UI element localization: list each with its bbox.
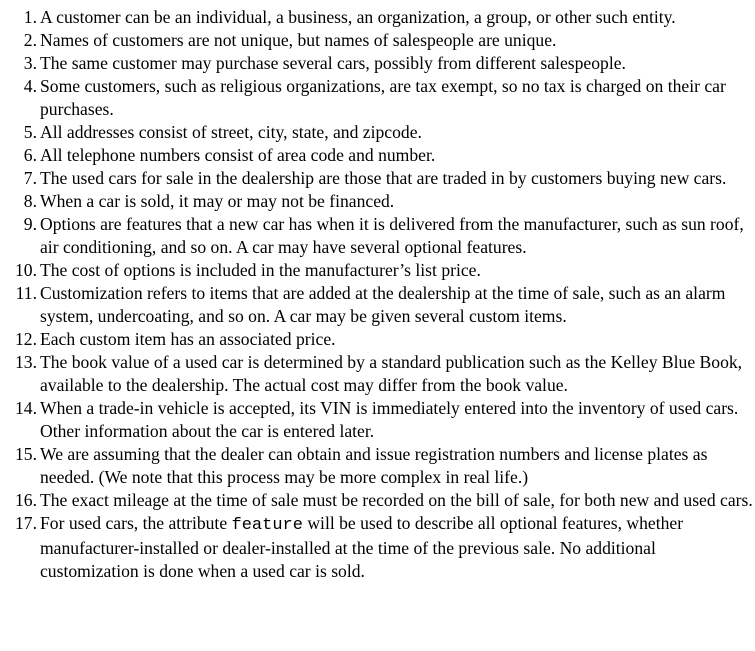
list-item (0, 259, 753, 282)
item-text: Names of customers are not unique, but names of salespeople are unique. (40, 30, 557, 50)
item-text: All telephone numbers consist of area code and number. (40, 145, 436, 165)
item-number: 10. (15, 260, 37, 280)
item-text: Some customers, such as religious organizations, are tax exempt, so no tax is charged on their car purchases. (40, 76, 726, 119)
item-text: The book value of a used car is determined by a standard publication such as the Kelley Blue Book, available to the dealership. The actual cost may differ from the book value. (40, 352, 743, 395)
item-text: The used cars for sale in the dealership are those that are traded in by customers buying new cars. (40, 168, 727, 188)
item-number: 3. (23, 53, 37, 73)
item-text: The exact mileage at the time of sale must be recorded on the bill of sale, for both new and used cars. (40, 490, 753, 510)
list-item (0, 213, 753, 259)
list-item (0, 121, 753, 144)
item-number: 12. (15, 329, 37, 349)
item-text-after: will be used to describe all optional features, whether manufacturer-installed or dealer-installed at the time of the previous sale. No additional customization is done when a used car is sold. (40, 513, 684, 581)
list-item (0, 489, 753, 512)
list-item (0, 144, 753, 167)
item-number: 7. (23, 168, 37, 188)
item-number: 9. (23, 214, 37, 234)
list-item (0, 397, 753, 443)
item-number: 11. (15, 283, 37, 303)
list-item (0, 512, 753, 583)
item-text-before: For used cars, the attribute (40, 513, 232, 533)
item-number: 5. (23, 122, 37, 142)
item-text: Options are features that a new car has when it is delivered from the manufacturer, such as sun roof, air conditioning, and so on. A car may have several optional features. (40, 214, 744, 257)
item-number: 13. (15, 352, 37, 372)
item-number: 15. (15, 444, 37, 464)
item-text: A customer can be an individual, a business, an organization, a group, or other such entity. (40, 7, 676, 27)
item-text: Customization refers to items that are added at the dealership at the time of sale, such as an alarm system, undercoating, and so on. A car may be given several custom items. (40, 283, 726, 326)
list-item (0, 52, 753, 75)
list-item (0, 75, 753, 121)
list-item (0, 443, 753, 489)
item-number: 1. (23, 7, 37, 27)
item-text: When a trade-in vehicle is accepted, its VIN is immediately entered into the inventory of used cars. Other information about the car is entered later. (40, 398, 739, 441)
requirements-list (0, 6, 753, 583)
item-text: The cost of options is included in the manufacturer’s list price. (40, 260, 481, 280)
list-item (0, 6, 753, 29)
document-body (0, 6, 753, 583)
item-number: 16. (15, 490, 37, 510)
list-item (0, 282, 753, 328)
item-number: 4. (23, 76, 37, 96)
item-text: All addresses consist of street, city, state, and zipcode. (40, 122, 422, 142)
item-number: 6. (23, 145, 37, 165)
item-number: 14. (15, 398, 37, 418)
list-item (0, 190, 753, 213)
list-item (0, 328, 753, 351)
list-item (0, 351, 753, 397)
item-number: 2. (23, 30, 37, 50)
item-text: We are assuming that the dealer can obtain and issue registration numbers and license plates as needed. (We note that this process may be more complex in real life.) (40, 444, 708, 487)
attribute-code: feature (231, 516, 303, 535)
item-text: When a car is sold, it may or may not be financed. (40, 191, 395, 211)
list-item (0, 167, 753, 190)
item-number: 17. (15, 513, 37, 533)
list-item (0, 29, 753, 52)
item-number: 8. (23, 191, 37, 211)
item-text: The same customer may purchase several cars, possibly from different salespeople. (40, 53, 626, 73)
item-text: Each custom item has an associated price. (40, 329, 336, 349)
